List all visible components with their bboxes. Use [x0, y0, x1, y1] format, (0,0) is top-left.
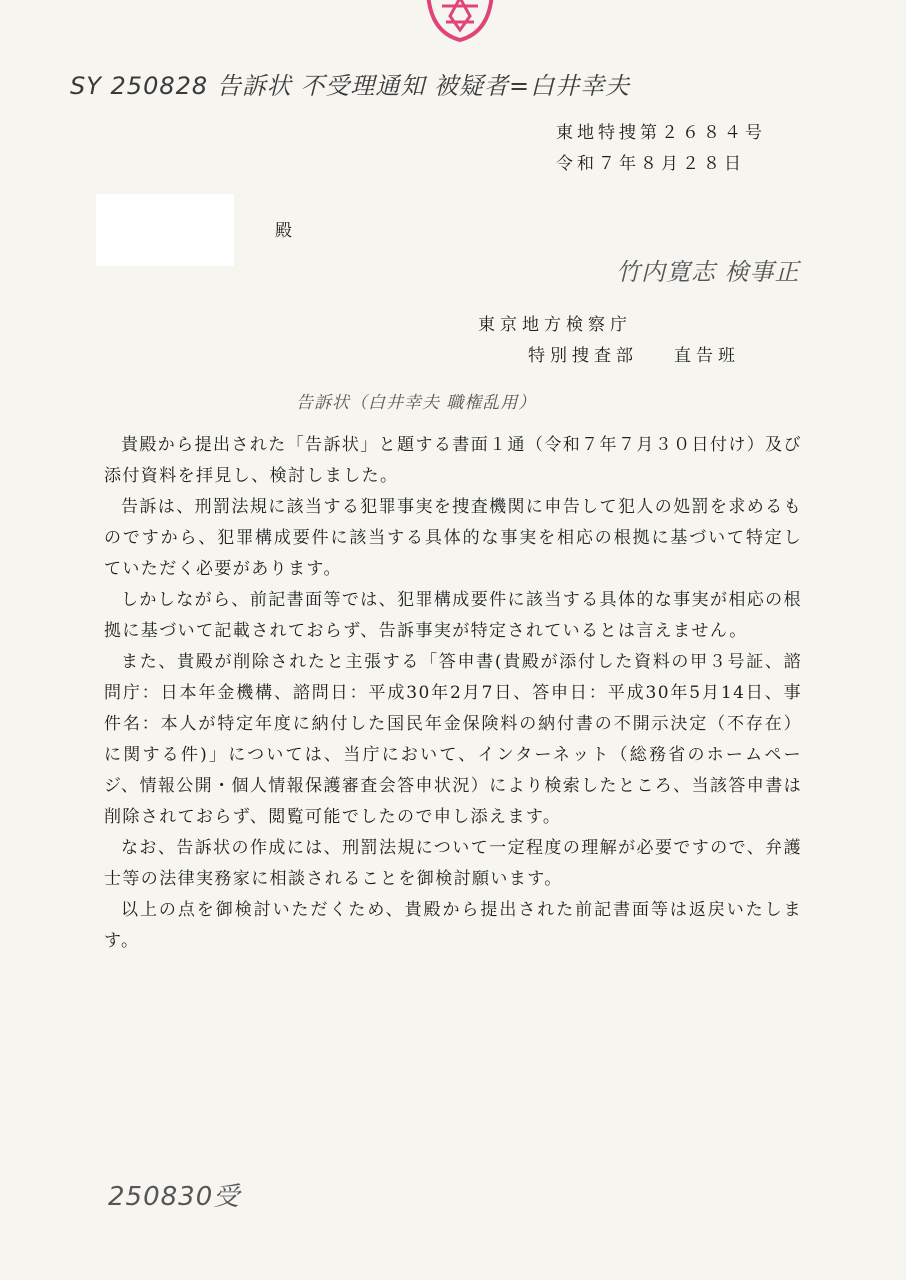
handwritten-subject-note: 告訴状（白井幸夫 職権乱用）	[296, 393, 537, 413]
letter-body	[104, 430, 802, 957]
red-seal-stamp	[424, 0, 496, 44]
body-paragraph: 以上の点を御検討いただくため、貴殿から提出された前記書面等は返戻いたします。	[104, 900, 802, 951]
sender-department: 特別捜査部	[528, 346, 638, 366]
addressee-honorific: 殿	[275, 221, 292, 241]
sender-office: 東京地方検察庁	[478, 315, 632, 335]
sender-block	[478, 310, 740, 372]
document-number: 東地特捜第２６８４号	[556, 123, 766, 143]
handwritten-reference-note: SY 250828 告訴状 不受理通知 被疑者=白井幸夫	[70, 72, 631, 100]
redacted-addressee-name	[96, 194, 234, 266]
handwritten-received-note: 250830受	[108, 1182, 241, 1212]
document-date: 令和７年８月２８日	[556, 154, 745, 174]
body-paragraph: また、貴殿が削除されたと主張する「答申書(貴殿が添付した資料の甲３号証、諮問庁：日本年金機構、諮問日：平成30年2月7日、答申日：平成30年5月14日、事件名：本人が特定年度に納付した国民年金保険料の納付書の不開示決定（不存在）に関する件)」については、当庁において、インターネット（総務省のホームページ、情報公開・個人情報保護審査会答申状況）により検索したところ、当該答申書は削除されておらず、閲覧可能でしたので申し添えます。	[104, 652, 802, 827]
body-paragraph: 告訴は、刑罰法規に該当する犯罪事実を捜査機関に申告して犯人の処罰を求めるものですから、犯罪構成要件に該当する具体的な事実を相応の根拠に基づいて特定していただく必要があります。	[104, 497, 802, 579]
document-number-block	[556, 118, 766, 180]
body-paragraph: しかしながら、前記書面等では、犯罪構成要件に該当する具体的な事実が相応の根拠に基づいて記載されておらず、告訴事実が特定されているとは言えません。	[104, 590, 802, 641]
sender-section: 直告班	[674, 346, 740, 366]
handwritten-prosecutor-name: 竹内寛志 検事正	[616, 258, 800, 286]
body-paragraph: 貴殿から提出された「告訴状」と題する書面１通（令和７年７月３０日付け）及び添付資料を拝見し、検討しました。	[104, 435, 802, 486]
body-paragraph: なお、告訴状の作成には、刑罰法規について一定程度の理解が必要ですので、弁護士等の法律実務家に相談されることを御検討願います。	[104, 838, 802, 889]
